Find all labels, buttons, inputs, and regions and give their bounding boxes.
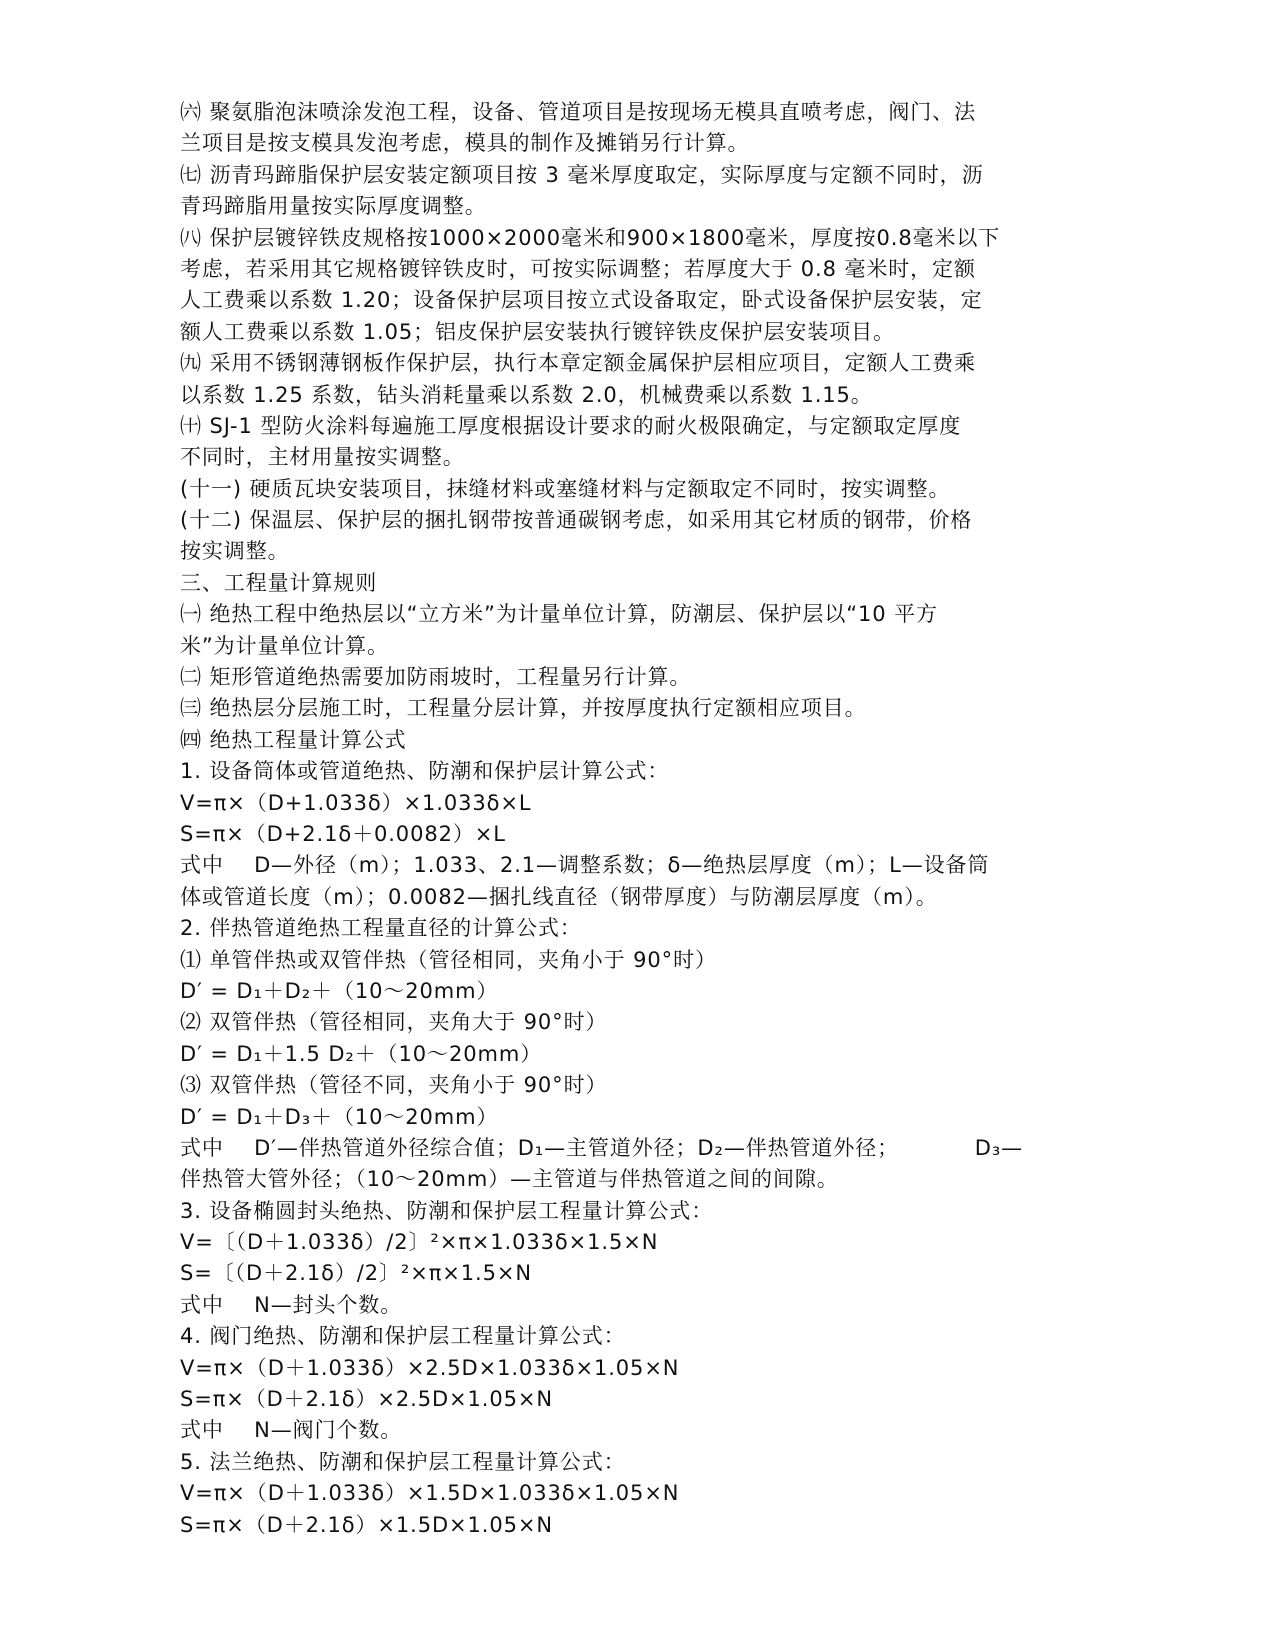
text-line: ⑵ 双管伴热（管径相同，夹角大于 90°时） <box>180 1010 608 1035</box>
text-line: 式中 N—阀门个数。 <box>180 1418 403 1443</box>
text-line: 式中 N—封头个数。 <box>180 1292 403 1317</box>
text-line: ⑶ 双管伴热（管径不同，夹角小于 90°时） <box>180 1073 608 1098</box>
text-line: 考虑，若采用其它规格镀锌铁皮时，可按实际调整；若厚度大于 0.8 毫米时，定额 <box>180 256 976 281</box>
text-line: 额人工费乘以系数 1.05；铝皮保护层安装执行镀锌铁皮保护层安装项目。 <box>180 319 895 344</box>
text-line: 伴热管大管外径；（10～20mm）—主管道与伴热管道之间的间隙。 <box>180 1167 839 1192</box>
text-line: 1. 设备筒体或管道绝热、防潮和保护层计算公式： <box>180 759 670 784</box>
text-line: ⑴ 单管伴热或双管伴热（管径相同，夹角小于 90°时） <box>180 947 717 972</box>
text-line: 式中 D—外径（m）；1.033、2.1—调整系数；δ—绝热层厚度（m）；L—设备筒 <box>180 853 990 878</box>
text-line: 3. 设备椭圆封头绝热、防潮和保护层工程量计算公式： <box>180 1198 714 1223</box>
formula-line: D′ = D₁＋D₂＋（10～20mm） <box>180 978 499 1003</box>
formula-line: V=π×（D＋1.033δ）×2.5D×1.033δ×1.05×N <box>180 1355 680 1380</box>
formula-line: V=π×（D＋1.033δ）×1.5D×1.033δ×1.05×N <box>180 1481 680 1506</box>
formula-line: S=π×（D+2.1δ＋0.0082）×L <box>180 821 506 846</box>
text-line: 不同时，主材用量按实调整。 <box>180 445 465 470</box>
text-line: 体或管道长度（m）；0.0082—捆扎线直径（钢带厚度）与防潮层厚度（m）。 <box>180 884 938 909</box>
text-line: 按实调整。 <box>180 539 290 564</box>
text-line: ㈥ 聚氨脂泡沫喷涂发泡工程，设备、管道项目是按现场无模具直喷考虑，阀门、法 <box>180 100 976 124</box>
text-line: ㈣ 绝热工程量计算公式 <box>180 727 407 752</box>
text-line: ㈧ 保护层镀锌铁皮规格按1000×2000毫米和900×1800毫米，厚度按0.8毫米以下 <box>180 225 1001 250</box>
text-line: 5. 法兰绝热、防潮和保护层工程量计算公式： <box>180 1449 626 1474</box>
text-line: 青玛蹄脂用量按实际厚度调整。 <box>180 194 487 219</box>
text-line: 2. 伴热管道绝热工程量直径的计算公式： <box>180 916 582 941</box>
text-line: ㈨ 采用不锈钢薄钢板作保护层，执行本章定额金属保护层相应项目，定额人工费乘 <box>180 351 976 376</box>
text-line: 人工费乘以系数 1.20；设备保护层项目按立式设备取定，卧式设备保护层安装，定 <box>180 288 983 313</box>
section-heading: 三、工程量计算规则 <box>180 570 378 595</box>
text-line: ㈦ 沥青玛蹄脂保护层安装定额项目按 3 毫米厚度取定，实际厚度与定额不同时，沥 <box>180 162 984 187</box>
text-line: 兰项目是按支模具发泡考虑，模具的制作及摊销另行计算。 <box>180 131 750 156</box>
formula-line: S=π×（D＋2.1δ）×2.5D×1.05×N <box>180 1387 554 1412</box>
formula-line: V=π×（D+1.033δ）×1.033δ×L <box>180 790 532 815</box>
text-line: ㈩ SJ-1 型防火涂料每遍施工厚度根据设计要求的耐火极限确定，与定额取定厚度 <box>180 413 962 438</box>
text-line: 4. 阀门绝热、防潮和保护层工程量计算公式： <box>180 1324 626 1349</box>
formula-line: D′ = D₁＋D₃＋（10～20mm） <box>180 1104 499 1129</box>
formula-line: V=〔（D＋1.033δ）/2〕²×π×1.033δ×1.5×N <box>180 1230 659 1255</box>
text-line: ㈠ 绝热工程中绝热层以“立方米”为计量单位计算，防潮层、保护层以“10 平方 <box>180 602 938 627</box>
text-line: ㈢ 绝热层分层施工时，工程量分层计算，并按厚度执行定额相应项目。 <box>180 696 867 721</box>
formula-line: S=〔（D＋2.1δ）/2〕²×π×1.5×N <box>180 1261 532 1286</box>
text-line: 式中 D′—伴热管道外径综合值；D₁—主管道外径；D₂—伴热管道外径； D₃— <box>180 1135 1024 1160</box>
formula-line: S=π×（D＋2.1δ）×1.5D×1.05×N <box>180 1512 554 1537</box>
formula-line: D′ = D₁＋1.5 D₂＋（10～20mm） <box>180 1041 543 1066</box>
text-line: ㈡ 矩形管道绝热需要加防雨坡时，工程量另行计算。 <box>180 665 692 690</box>
document-page <box>180 97 1092 1541</box>
text-line: 米”为计量单位计算。 <box>180 633 389 658</box>
text-line: (十一) 硬质瓦块安装项目，抹缝材料或塞缝材料与定额取定不同时，按实调整。 <box>180 476 951 501</box>
text-line: (十二) 保温层、保护层的捆扎钢带按普通碳钢考虑，如采用其它材质的钢带，价格 <box>180 508 973 533</box>
text-line: 以系数 1.25 系数，钻头消耗量乘以系数 2.0，机械费乘以系数 1.15。 <box>180 382 873 407</box>
